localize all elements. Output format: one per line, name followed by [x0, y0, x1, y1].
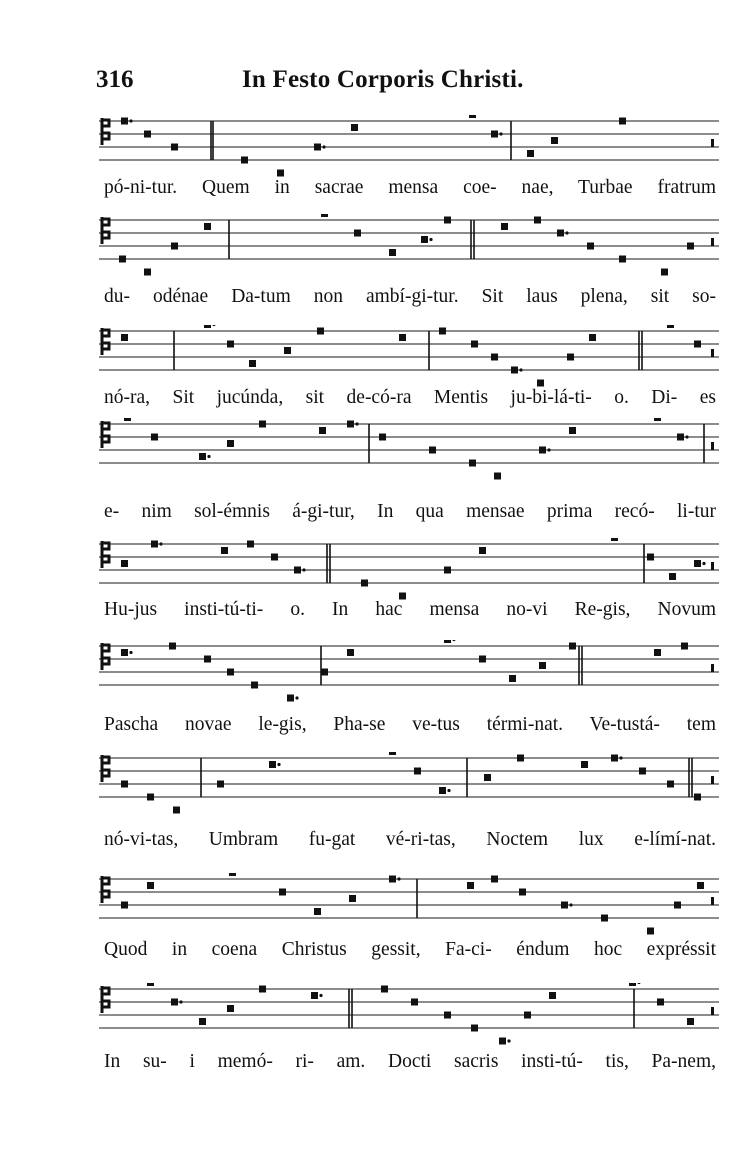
neume [491, 131, 498, 138]
staff [99, 640, 719, 702]
neume [524, 1012, 531, 1019]
c-clef-icon [102, 541, 109, 568]
neume [694, 341, 701, 348]
neume [647, 928, 654, 935]
neume [444, 217, 451, 224]
neume-dot [499, 132, 502, 135]
neume [619, 256, 626, 263]
staff [99, 752, 719, 814]
neume [319, 427, 326, 434]
neume [581, 761, 588, 768]
neume [389, 249, 396, 256]
neume [519, 889, 526, 896]
neume [227, 1005, 234, 1012]
neume [669, 573, 676, 580]
neume-dot [565, 231, 568, 234]
neume [444, 567, 451, 574]
neume [687, 1018, 694, 1025]
neume [657, 999, 664, 1006]
neume [121, 560, 128, 567]
neume-dot [207, 455, 210, 458]
neume [347, 649, 354, 656]
neume [549, 992, 556, 999]
neume [551, 137, 558, 144]
neume [491, 354, 498, 361]
neume [287, 695, 294, 702]
lyric-line: Pascha novae le-gis, Pha-se ve-tus térmi-nat. Ve-tustá- tem [104, 714, 716, 735]
neume [654, 649, 661, 656]
neume [444, 1012, 451, 1019]
neume-dot [129, 119, 132, 122]
neume [271, 554, 278, 561]
neume [389, 876, 396, 883]
neume [469, 460, 476, 467]
neume [229, 873, 236, 876]
neume [569, 643, 576, 650]
neume [259, 986, 266, 993]
custos-icon [711, 238, 714, 246]
neume-dot [319, 994, 322, 997]
neume [269, 761, 276, 768]
neume [204, 325, 211, 328]
neume [494, 473, 501, 480]
neume [687, 243, 694, 250]
neume [667, 325, 674, 328]
neume [661, 269, 668, 276]
neume [221, 547, 228, 554]
neume [314, 908, 321, 915]
neume [647, 554, 654, 561]
neume [361, 580, 368, 587]
neume [294, 567, 301, 574]
neume [121, 902, 128, 909]
neume [667, 781, 674, 788]
neume [694, 794, 701, 801]
running-head: In Festo Corporis Christi. [242, 66, 524, 93]
neume [654, 418, 661, 421]
neume-dot [452, 640, 455, 641]
neume [389, 752, 396, 755]
c-clef-icon [102, 118, 109, 145]
neume [557, 230, 564, 237]
neume [539, 447, 546, 454]
c-clef-icon [102, 986, 109, 1013]
neume [284, 347, 291, 354]
neume-dot [302, 568, 305, 571]
lyric-line: e- nim sol-émnis á-gi-tur, In qua mensae prima recó- li-tur [104, 501, 716, 522]
neume [567, 354, 574, 361]
neume [347, 421, 354, 428]
neume [317, 328, 324, 335]
lyric-line: du- odénae Da-tum non ambí-gi-tur. Sit laus plena, sit so- [104, 286, 716, 307]
neume [587, 243, 594, 250]
neume [119, 256, 126, 263]
neume [561, 902, 568, 909]
neume [534, 217, 541, 224]
neume [121, 334, 128, 341]
neume [349, 895, 356, 902]
neume [227, 440, 234, 447]
neume [444, 640, 451, 643]
neume [539, 662, 546, 669]
neume [479, 656, 486, 663]
lyric-line: Hu-jus insti-tú-ti- o. In hac mensa no-vi Re-gis, Novum [104, 599, 716, 620]
c-clef-icon [102, 421, 109, 448]
neume [204, 223, 211, 230]
neume [121, 649, 128, 656]
neume [491, 876, 498, 883]
neume [501, 223, 508, 230]
neume [321, 669, 328, 676]
neume [204, 656, 211, 663]
neume [279, 889, 286, 896]
neume [639, 768, 646, 775]
neume [611, 538, 618, 541]
custos-icon [711, 562, 714, 570]
neume [429, 447, 436, 454]
neume [259, 421, 266, 428]
neume [674, 902, 681, 909]
neume-dot [685, 435, 688, 438]
lyric-line: In su- i memó- ri- am. Docti sacris insti-tú- tis, Pa-nem, [104, 1051, 716, 1072]
neume [124, 418, 131, 421]
lyric-line: nó-ra, Sit jucúnda, sit de-có-ra Mentis ju-bi-lá-ti- o. Di- es [104, 387, 716, 408]
neume [681, 643, 688, 650]
staff [99, 115, 719, 177]
neume-dot [159, 542, 162, 545]
neume-dot [322, 145, 325, 148]
neume [499, 1038, 506, 1045]
c-clef-icon [102, 328, 109, 355]
neume [439, 787, 446, 794]
staff [99, 873, 719, 935]
neume [611, 755, 618, 762]
neume-dot [295, 696, 298, 699]
neume [351, 124, 358, 131]
neume [321, 214, 328, 217]
neume [147, 983, 154, 986]
neume [399, 334, 406, 341]
neume-dot [355, 422, 358, 425]
neume [249, 360, 256, 367]
neume [241, 157, 248, 164]
neume-dot [519, 368, 522, 371]
neume [144, 269, 151, 276]
neume-dot [619, 756, 622, 759]
neume [121, 118, 128, 125]
neume [199, 1018, 206, 1025]
neume [173, 807, 180, 814]
custos-icon [711, 897, 714, 905]
neume [537, 380, 544, 387]
neume [589, 334, 596, 341]
neume [484, 774, 491, 781]
neume [171, 999, 178, 1006]
neume [677, 434, 684, 441]
neume [694, 560, 701, 567]
neume [354, 230, 361, 237]
neume [217, 781, 224, 788]
lyric-line: nó-vi-tas, Umbram fu-gat vé-ri-tas, Noctem lux e-límí-nat. [104, 829, 716, 850]
lyric-line: Quod in coena Christus gessit, Fa-ci- éndum hoc expréssit [104, 939, 716, 960]
neume [147, 794, 154, 801]
staff [99, 418, 719, 480]
neume [144, 131, 151, 138]
neume [277, 170, 284, 177]
neume [311, 992, 318, 999]
neume [511, 367, 518, 374]
custos-icon [711, 664, 714, 672]
staff [99, 214, 719, 276]
neume-dot [507, 1039, 510, 1042]
neume [467, 882, 474, 889]
neume [619, 118, 626, 125]
neume-dot [429, 238, 432, 241]
neume [227, 669, 234, 676]
c-clef-icon [102, 876, 109, 903]
c-clef-icon [102, 643, 109, 670]
page-number: 316 [96, 66, 134, 93]
neume [517, 755, 524, 762]
neume-dot [212, 325, 215, 326]
neume [171, 144, 178, 151]
c-clef-icon [102, 217, 109, 244]
neume [171, 243, 178, 250]
neume [247, 541, 254, 548]
neume-dot [179, 1000, 182, 1003]
neume [414, 768, 421, 775]
neume-dot [547, 448, 550, 451]
neume [471, 1025, 478, 1032]
neume [509, 675, 516, 682]
staff [99, 538, 719, 600]
neume-dot [129, 651, 132, 654]
neume [151, 541, 158, 548]
neume-dot [277, 763, 280, 766]
neume [147, 882, 154, 889]
neume-dot [397, 877, 400, 880]
staff [99, 325, 719, 387]
neume [169, 643, 176, 650]
c-clef-icon [102, 755, 109, 782]
neume [227, 341, 234, 348]
neume [379, 434, 386, 441]
neume [479, 547, 486, 554]
neume [121, 781, 128, 788]
neume [601, 915, 608, 922]
neume [527, 150, 534, 157]
neume [314, 144, 321, 151]
neume [439, 328, 446, 335]
custos-icon [711, 139, 714, 147]
neume-dot [702, 562, 705, 565]
staff [99, 983, 719, 1045]
neume [381, 986, 388, 993]
neume [411, 999, 418, 1006]
custos-icon [711, 776, 714, 784]
neume [697, 882, 704, 889]
neume [151, 434, 158, 441]
neume-dot [637, 983, 640, 984]
neume [251, 682, 258, 689]
custos-icon [711, 442, 714, 450]
neume [629, 983, 636, 986]
lyric-line: pó-ni-tur. Quem in sacrae mensa coe- nae, Turbae fratrum [104, 177, 716, 198]
neume-dot [447, 789, 450, 792]
custos-icon [711, 1007, 714, 1015]
neume [421, 236, 428, 243]
neume [471, 341, 478, 348]
neume [199, 453, 206, 460]
neume-dot [569, 903, 572, 906]
custos-icon [711, 349, 714, 357]
neume [569, 427, 576, 434]
neume [469, 115, 476, 118]
